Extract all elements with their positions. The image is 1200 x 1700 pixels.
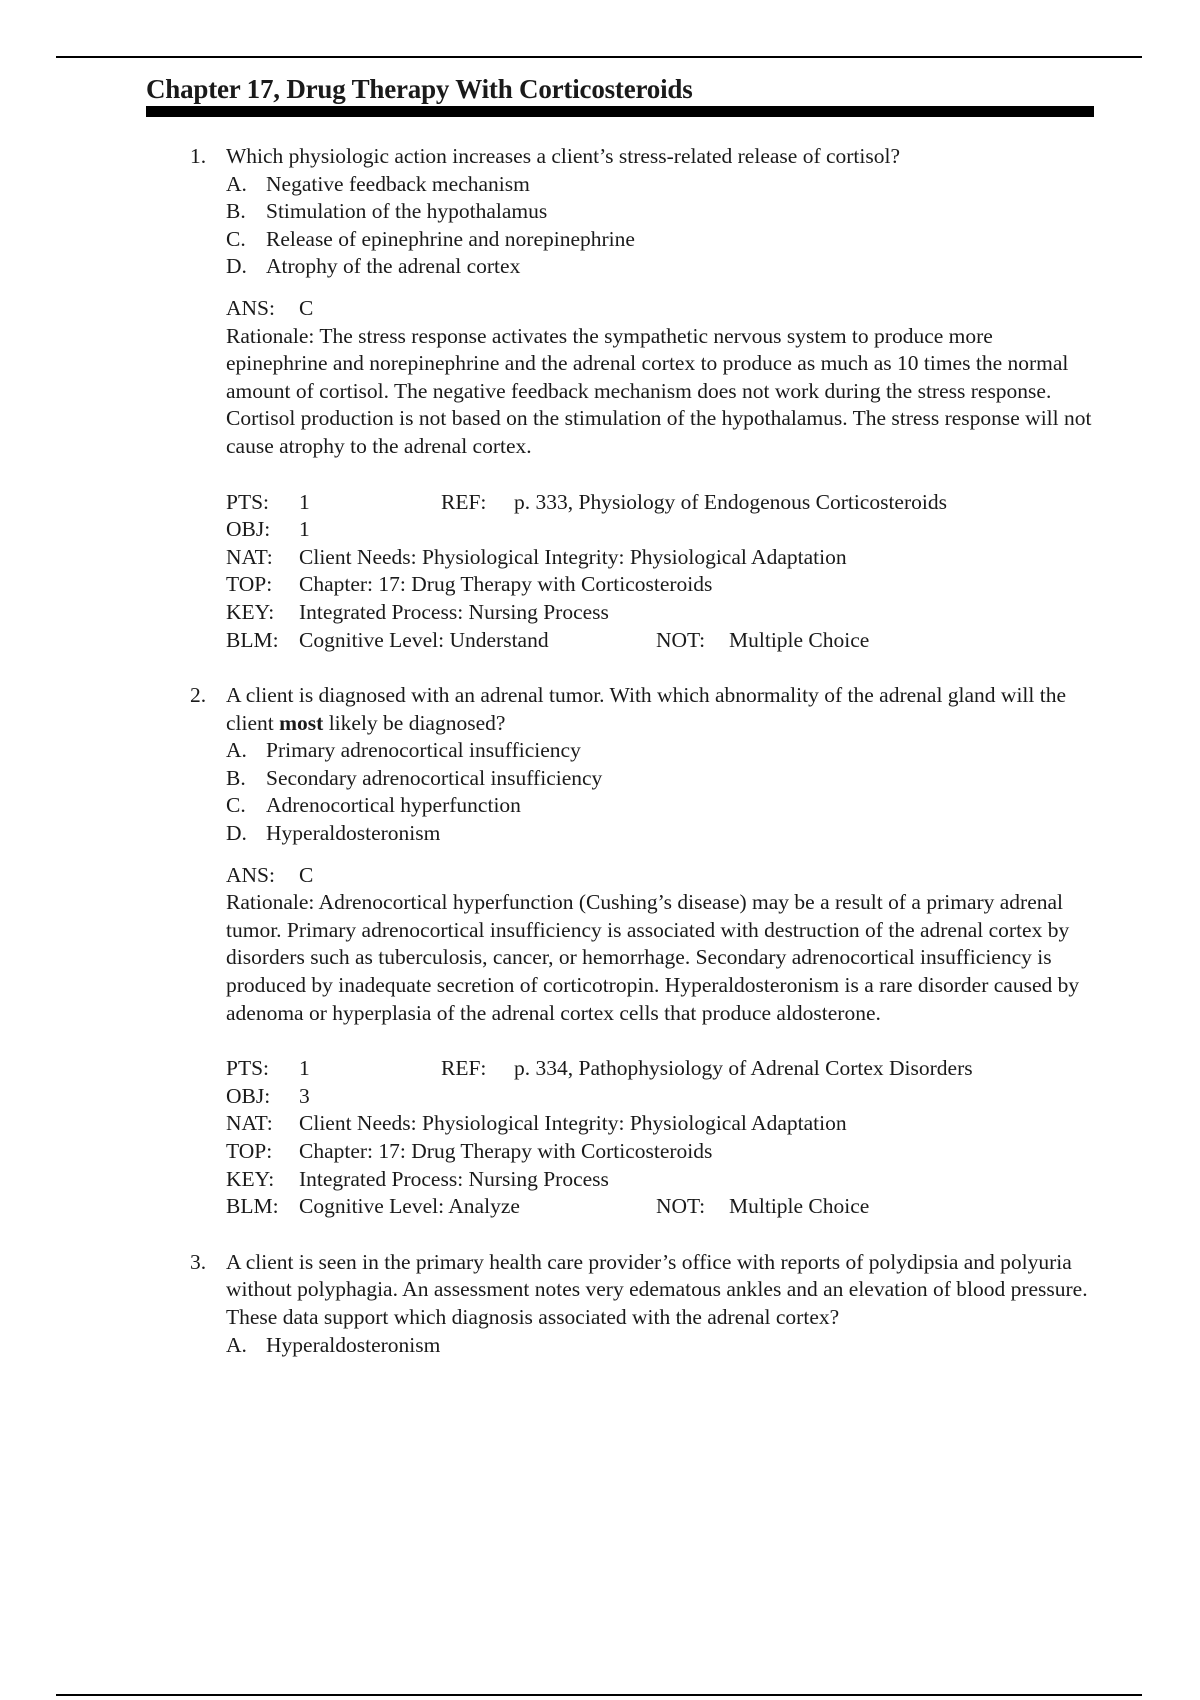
- top-label: TOP:: [226, 1139, 273, 1163]
- blm-label: BLM:: [226, 1194, 279, 1219]
- option-c: [226, 226, 1096, 254]
- nat-label: NAT:: [226, 544, 273, 569]
- rationale: Rationale: Adrenocortical hyperfunction (Cushing’s disease) may be a result of a primary adrenal tumor. Primary adrenocortical insufficiency is associated with destruction of the adrenal cortex by disorders such as tuberculosis, cancer, or hemorrhage. Secondary adrenocortical insufficiency is produced by inadequate secretion of corticotropin. Hyperaldosteronism is a rare disorder caused by adenoma or hyperplasia of the adrenal cortex cells that produce aldosterone.: [226, 890, 1080, 1025]
- option-text: Hyperaldosteronism: [266, 1332, 441, 1357]
- question-metadata: [226, 489, 1096, 655]
- pts-label: PTS:: [226, 489, 270, 514]
- meta-row-top: [226, 571, 1096, 599]
- key-value: Integrated Process: Nursing Process: [299, 1166, 609, 1191]
- question-1: [0, 143, 1200, 654]
- option-letter: C.: [226, 226, 246, 251]
- top-value: Chapter: 17: Drug Therapy with Corticosteroids: [299, 572, 713, 597]
- option-b: [226, 198, 1096, 226]
- bottom-rule: [56, 1694, 1142, 1696]
- nat-label: NAT:: [226, 1111, 273, 1136]
- option-letter: C.: [226, 793, 246, 818]
- meta-row-obj: [226, 516, 1096, 544]
- meta-row-key: [226, 599, 1096, 627]
- top-label: TOP:: [226, 572, 273, 597]
- option-text: Release of epinephrine and norepinephrine: [266, 226, 635, 251]
- nat-value: Client Needs: Physiological Integrity: Physiological Adaptation: [299, 544, 847, 569]
- title-underline-bar: [146, 106, 1094, 117]
- nat-value: Client Needs: Physiological Integrity: Physiological Adaptation: [299, 1111, 847, 1136]
- ref-value: p. 333, Physiology of Endogenous Corticosteroids: [514, 489, 947, 514]
- option-text: Primary adrenocortical insufficiency: [266, 738, 581, 763]
- option-a: [226, 1332, 1096, 1360]
- ref-label: REF:: [441, 1056, 487, 1081]
- option-letter: B.: [226, 199, 246, 224]
- option-letter: A.: [226, 1332, 247, 1357]
- option-text: Atrophy of the adrenal cortex: [266, 254, 521, 279]
- meta-row-nat: [226, 544, 1096, 572]
- not-value: Multiple Choice: [729, 1194, 870, 1219]
- answer-value: C: [299, 862, 314, 887]
- not-label: NOT:: [656, 627, 706, 652]
- option-letter: A.: [226, 738, 247, 763]
- question-3: [0, 1249, 1200, 1359]
- chapter-title: Chapter 17, Drug Therapy With Corticosteroids: [146, 74, 693, 104]
- not-value: Multiple Choice: [729, 627, 870, 652]
- blm-label: BLM:: [226, 627, 279, 652]
- key-label: KEY:: [226, 599, 275, 624]
- meta-row-pts-ref: [226, 1055, 1096, 1083]
- question-list: [0, 143, 1200, 1359]
- option-text: Hyperaldosteronism: [266, 821, 441, 846]
- top-value: Chapter: 17: Drug Therapy with Corticosteroids: [299, 1139, 713, 1163]
- question-metadata: [226, 1055, 1096, 1221]
- option-d: [226, 820, 1096, 848]
- ref-value: p. 334, Pathophysiology of Adrenal Cortex Disorders: [514, 1056, 973, 1081]
- meta-row-obj: [226, 1083, 1096, 1111]
- option-letter: A.: [226, 171, 247, 196]
- option-letter: B.: [226, 765, 246, 790]
- option-text: Adrenocortical hyperfunction: [266, 793, 521, 818]
- option-letter: D.: [226, 254, 247, 279]
- answer-label: ANS:: [226, 295, 275, 320]
- question-number: 1.: [190, 144, 207, 168]
- key-label: KEY:: [226, 1166, 275, 1191]
- meta-row-key: [226, 1166, 1096, 1194]
- answer-label: ANS:: [226, 862, 275, 887]
- answer-value: C: [299, 295, 314, 320]
- option-letter: D.: [226, 821, 247, 846]
- option-a: [226, 737, 1096, 765]
- option-c: [226, 792, 1096, 820]
- option-text: Secondary adrenocortical insufficiency: [266, 765, 603, 790]
- obj-label: OBJ:: [226, 1083, 271, 1108]
- question-stem: Which physiologic action increases a client’s stress-related release of cortisol?: [226, 144, 901, 168]
- key-value: Integrated Process: Nursing Process: [299, 599, 609, 624]
- option-text: Stimulation of the hypothalamus: [266, 199, 548, 224]
- answer-line: [226, 295, 1096, 323]
- answer-options: [226, 737, 1096, 847]
- answer-options: [226, 171, 1096, 281]
- question-number: 2.: [190, 683, 207, 708]
- option-d: [226, 253, 1096, 281]
- blm-value: Cognitive Level: Understand: [299, 627, 549, 652]
- stem-emphasis: most: [279, 710, 324, 735]
- meta-row-blm-not: [226, 1193, 1096, 1221]
- meta-row-top: [226, 1138, 1096, 1166]
- rationale: Rationale: The stress response activates the sympathetic nervous system to produce more epinephrine and norepinephrine and the adrenal cortex to produce as much as 10 times the normal amount of cortisol. The negative feedback mechanism does not work during the stress response. Cortisol production is not based on the stimulation of the hypothalamus. The stress response will not cause atrophy to the adrenal cortex.: [226, 323, 1092, 458]
- question-number: 3.: [190, 1249, 207, 1274]
- option-b: [226, 765, 1096, 793]
- not-label: NOT:: [656, 1194, 706, 1219]
- answer-options: [226, 1332, 1096, 1360]
- ref-label: REF:: [441, 489, 487, 514]
- question-stem: A client is seen in the primary health care provider’s office with reports of polydipsia and polyuria without polyphagia. An assessment notes very edematous ankles and an elevation of blood pressure. These data support which diagnosis associated with the adrenal cortex?: [226, 1249, 1088, 1329]
- meta-row-blm-not: [226, 627, 1096, 655]
- option-text: Negative feedback mechanism: [266, 171, 530, 196]
- meta-row-pts-ref: [226, 489, 1096, 517]
- pts-value: 1: [299, 489, 310, 514]
- stem-text: likely be diagnosed?: [323, 710, 506, 735]
- question-stem: [226, 682, 1096, 737]
- pts-label: PTS:: [226, 1056, 270, 1081]
- question-2: [0, 682, 1200, 1221]
- top-rule: [56, 56, 1142, 58]
- obj-value: 1: [299, 517, 310, 542]
- meta-row-nat: [226, 1110, 1096, 1138]
- obj-value: 3: [299, 1083, 310, 1108]
- blm-value: Cognitive Level: Analyze: [299, 1194, 520, 1219]
- option-a: [226, 171, 1096, 199]
- obj-label: OBJ:: [226, 517, 271, 542]
- answer-line: [226, 862, 1096, 890]
- stem-text: A client is diagnosed with an adrenal tumor. With which abnormality of the adrenal gland will the client: [226, 683, 1067, 735]
- pts-value: 1: [299, 1056, 310, 1081]
